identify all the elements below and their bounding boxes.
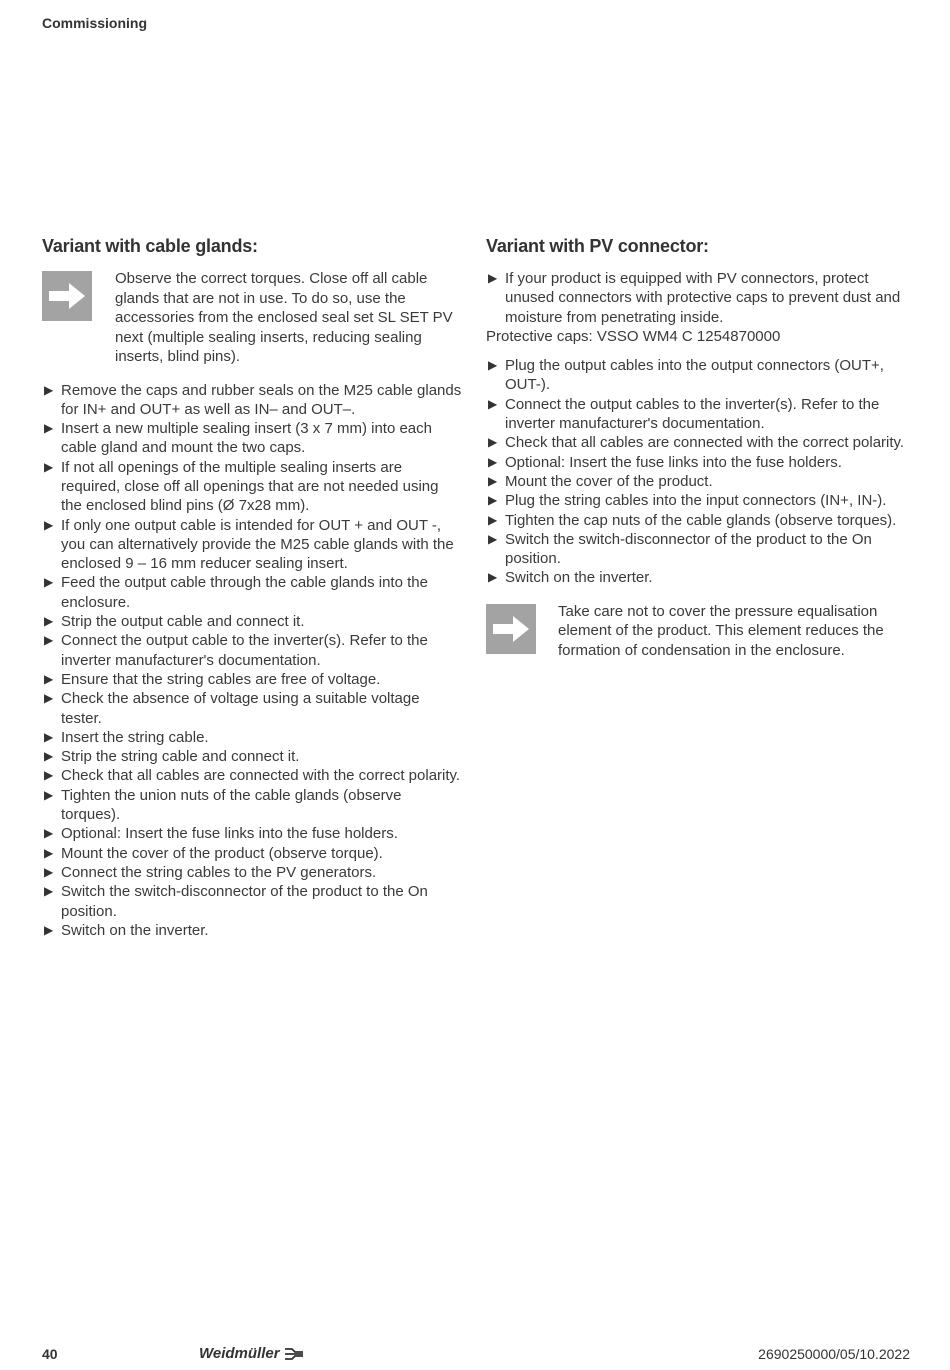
- list-item: ▶ Connect the output cables to the inverter(s). Refer to the inverter manufacturer's documentation.: [486, 395, 911, 434]
- cable-glands-steps: [42, 381, 462, 941]
- brand-mark-icon: [284, 1347, 304, 1361]
- section-header: Commissioning: [42, 15, 148, 31]
- list-item: ▶ Switch on the inverter.: [42, 921, 462, 940]
- pv-connector-intro-steps: [486, 269, 911, 327]
- list-item: ▶ If only one output cable is intended for OUT + and OUT -, you can alternatively provide the M25 cable glands with the enclosed 9 – 16 mm reducer sealing insert.: [42, 516, 462, 574]
- list-item: ▶ If not all openings of the multiple sealing inserts are required, close off all openings that are not needed using the enclosed blind pins (Ø 7x28 mm).: [42, 458, 462, 516]
- list-item: ▶ Check the absence of voltage using a suitable voltage tester.: [42, 689, 462, 728]
- list-item: ▶ Insert the string cable.: [42, 728, 462, 747]
- list-item: ▶ Optional: Insert the fuse links into the fuse holders.: [486, 453, 911, 472]
- list-item: ▶ Switch the switch-disconnector of the product to the On position.: [42, 882, 462, 921]
- list-item: ▶ Switch on the inverter.: [486, 568, 911, 587]
- list-item: ▶ Feed the output cable through the cable glands into the enclosure.: [42, 573, 462, 612]
- list-item: ▶ Optional: Insert the fuse links into the fuse holders.: [42, 824, 462, 843]
- list-item: ▶ Mount the cover of the product.: [486, 472, 911, 491]
- pv-connector-note-text: Take care not to cover the pressure equalisation element of the product. This element reduces the formation of condensation in the enclosure.: [558, 602, 884, 659]
- cable-glands-heading: Variant with cable glands:: [42, 236, 258, 256]
- cable-glands-note-text: Observe the correct torques. Close off all cable glands that are not in use. To do so, use the accessories from the enclosed seal set SL SET PV next (multiple sealing inserts, reducing sealing inserts, blind pins).: [115, 270, 453, 365]
- list-item: ▶ Insert a new multiple sealing insert (3 x 7 mm) into each cable gland and mount the two caps.: [42, 419, 462, 458]
- list-item: ▶ Remove the caps and rubber seals on the M25 cable glands for IN+ and OUT+ as well as IN– and OUT–.: [42, 381, 462, 420]
- cable-glands-column: [42, 236, 462, 940]
- arrow-right-icon: [486, 604, 536, 654]
- list-item: ▶ Mount the cover of the product (observe torque).: [42, 844, 462, 863]
- brand-name: Weidmüller: [199, 1345, 280, 1362]
- list-item: ▶ Check that all cables are connected with the correct polarity.: [486, 433, 911, 452]
- list-item: ▶ If your product is equipped with PV connectors, protect unused connectors with protective caps to prevent dust and moisture from penetrating inside.: [486, 269, 911, 327]
- page-number: 40: [42, 1346, 58, 1362]
- list-item: ▶ Plug the string cables into the input connectors (IN+, IN-).: [486, 491, 911, 510]
- brand-logo: [199, 1345, 304, 1362]
- list-item: ▶ Switch the switch-disconnector of the product to the On position.: [486, 530, 911, 569]
- cable-glands-note: [42, 269, 462, 367]
- list-item: ▶ Tighten the cap nuts of the cable glands (observe torques).: [486, 511, 911, 530]
- protective-caps-line: Protective caps: VSSO WM4 C 1254870000: [486, 327, 781, 345]
- arrow-right-icon: [42, 271, 92, 321]
- document-id: 2690250000/05/10.2022: [758, 1346, 910, 1362]
- pv-connector-heading: Variant with PV connector:: [486, 236, 709, 256]
- list-item: ▶ Connect the output cable to the inverter(s). Refer to the inverter manufacturer's documentation.: [42, 631, 462, 670]
- list-item: ▶ Plug the output cables into the output connectors (OUT+, OUT-).: [486, 356, 911, 395]
- list-item: ▶ Strip the output cable and connect it.: [42, 612, 462, 631]
- list-item: ▶ Check that all cables are connected with the correct polarity.: [42, 766, 462, 785]
- list-item: ▶ Tighten the union nuts of the cable glands (observe torques).: [42, 786, 462, 825]
- pv-connector-steps: [486, 356, 911, 588]
- list-item: ▶ Strip the string cable and connect it.: [42, 747, 462, 766]
- pv-connector-column: [486, 236, 911, 674]
- list-item: ▶ Ensure that the string cables are free of voltage.: [42, 670, 462, 689]
- list-item: ▶ Connect the string cables to the PV generators.: [42, 863, 462, 882]
- pv-connector-note: [486, 602, 911, 661]
